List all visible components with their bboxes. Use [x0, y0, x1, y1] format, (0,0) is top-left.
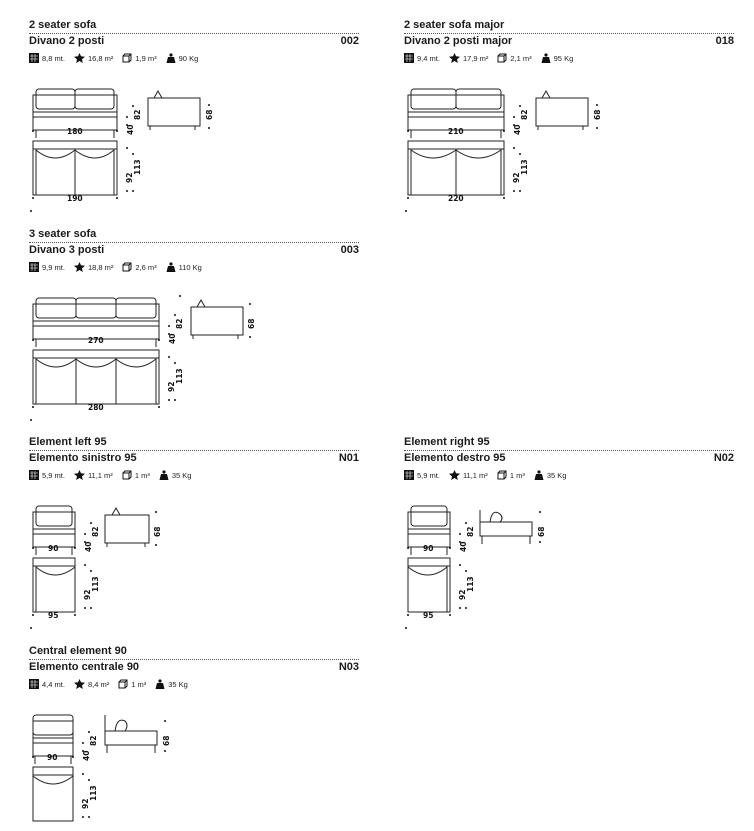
divider	[29, 242, 359, 243]
volume-value: 1 m³	[131, 679, 147, 689]
leather-spec	[74, 53, 113, 63]
leather-hide-icon	[74, 262, 85, 272]
weight-icon	[159, 470, 169, 480]
volume-box-icon	[497, 470, 507, 480]
product-title: Element left 95	[29, 436, 107, 448]
product-subtitle: Divano 2 posti	[29, 35, 105, 47]
fabric-spec	[29, 53, 65, 63]
weight-value: 35 Kg	[171, 470, 192, 480]
product-code: 018	[715, 35, 734, 47]
volume-spec	[122, 262, 156, 272]
leather-spec	[449, 53, 488, 63]
leather-spec	[74, 679, 109, 689]
fabric-icon	[29, 470, 39, 480]
product-title: Central element 90	[29, 645, 127, 657]
seat-height-label: 40	[82, 750, 91, 761]
weight-icon	[166, 262, 176, 272]
side-depth-label: 68	[593, 109, 602, 120]
weight-value: 35 Kg	[168, 679, 188, 689]
volume-spec	[122, 470, 150, 480]
divider	[404, 33, 734, 34]
side-depth-label: 68	[247, 318, 256, 329]
product-element-right-95	[404, 436, 734, 620]
back-height-label: 82	[175, 318, 184, 329]
leather-spec	[74, 262, 113, 272]
side-view	[480, 510, 532, 544]
top-view	[408, 141, 504, 195]
fabric-spec	[404, 470, 440, 480]
spec-row	[404, 52, 734, 64]
product-code: N03	[338, 661, 359, 673]
weight-spec	[159, 470, 192, 480]
width-bottom-label: 190	[67, 194, 83, 203]
product-subtitle-row	[29, 452, 359, 465]
volume-value: 2,1 m³	[510, 53, 532, 63]
leather-value: 17,9 m²	[462, 53, 489, 63]
back-height-label: 82	[466, 526, 475, 537]
seat-height-label: 40	[513, 124, 522, 135]
side-view	[148, 91, 200, 130]
height-dims	[126, 105, 142, 135]
back-height-label: 82	[520, 109, 529, 120]
product-subtitle-row	[29, 244, 359, 257]
weight-spec	[166, 262, 202, 272]
weight-icon	[155, 679, 165, 689]
volume-value: 1 m³	[509, 470, 525, 480]
leather-value: 11,1 m²	[87, 470, 113, 480]
fabric-icon	[29, 53, 39, 63]
technical-drawing	[29, 691, 359, 831]
total-depth-label: 113	[175, 368, 184, 384]
volume-box-icon	[122, 470, 132, 480]
side-depth-label: 68	[153, 526, 162, 537]
weight-spec	[155, 679, 188, 689]
divider	[29, 33, 359, 34]
product-title: Element right 95	[404, 436, 490, 448]
side-view	[105, 508, 149, 547]
product-2-seater-sofa	[29, 19, 359, 203]
width-bottom-label: 95	[48, 611, 59, 620]
weight-value: 90 Kg	[178, 53, 199, 63]
weight-spec	[541, 53, 574, 63]
width-bottom-label: 220	[448, 194, 464, 203]
product-central-element-90	[29, 645, 359, 809]
side-depth-label: 68	[205, 109, 214, 120]
side-view	[536, 91, 588, 130]
divider	[29, 450, 359, 451]
product-subtitle: Divano 3 posti	[29, 244, 105, 256]
back-height-label: 82	[89, 735, 98, 746]
width-top-label: 210	[448, 127, 464, 136]
weight-value: 110 Kg	[178, 262, 202, 272]
leather-hide-icon	[74, 679, 85, 689]
product-subtitle: Elemento destro 95	[404, 452, 506, 464]
fabric-spec	[404, 53, 440, 63]
leather-hide-icon	[449, 470, 460, 480]
product-subtitle-row	[404, 35, 734, 48]
spec-row	[29, 469, 359, 481]
inner-depth-label: 92	[167, 381, 176, 392]
total-depth-label: 113	[466, 576, 475, 592]
weight-spec	[166, 53, 199, 63]
product-subtitle: Elemento sinistro 95	[29, 452, 137, 464]
width-bottom-label: 95	[423, 611, 434, 620]
side-depth-label: 68	[162, 735, 171, 746]
fabric-value: 5,9 mt.	[42, 470, 65, 480]
spec-row	[29, 52, 359, 64]
weight-icon	[541, 53, 551, 63]
product-3-seater-sofa	[29, 228, 359, 412]
top-view	[408, 558, 450, 612]
technical-drawing	[404, 482, 734, 632]
fabric-icon	[29, 679, 39, 689]
volume-value: 1,9 m³	[135, 53, 157, 63]
volume-value: 1 m³	[134, 470, 150, 480]
product-2-seater-sofa-major	[404, 19, 734, 203]
fabric-value: 9,4 mt.	[417, 53, 440, 63]
technical-drawing	[29, 65, 359, 215]
leather-value: 11,1 m²	[462, 470, 488, 480]
technical-drawing	[404, 65, 734, 225]
width-bottom-label: 280	[88, 403, 104, 412]
leather-hide-icon	[74, 53, 85, 63]
fabric-spec	[29, 262, 65, 272]
volume-spec	[497, 470, 525, 480]
leather-hide-icon	[74, 470, 85, 480]
weight-spec	[534, 470, 567, 480]
product-subtitle-row	[29, 661, 359, 674]
width-top-label: 180	[67, 127, 83, 136]
product-code: N02	[713, 452, 734, 464]
product-subtitle: Divano 2 posti major	[404, 35, 513, 47]
inner-depth-label: 92	[125, 172, 134, 183]
volume-value: 2,6 m³	[135, 262, 157, 272]
weight-value: 95 Kg	[553, 53, 574, 63]
back-height-label: 82	[133, 109, 142, 120]
fabric-value: 4,4 mt.	[42, 679, 65, 689]
width-top-label: 90	[48, 544, 59, 553]
inner-depth-label: 92	[512, 172, 521, 183]
fabric-spec	[29, 679, 65, 689]
top-view	[33, 558, 75, 612]
weight-icon	[166, 53, 176, 63]
inner-depth-label: 92	[83, 589, 92, 600]
inner-depth-label: 92	[81, 798, 90, 809]
total-depth-label: 113	[91, 576, 100, 592]
volume-box-icon	[497, 53, 507, 63]
weight-value: 35 Kg	[546, 470, 567, 480]
volume-spec	[497, 53, 531, 63]
seat-height-label: 40	[126, 124, 135, 135]
product-subtitle: Elemento centrale 90	[29, 661, 140, 673]
seat-height-label: 40	[459, 541, 468, 552]
volume-box-icon	[122, 262, 132, 272]
divider	[29, 659, 359, 660]
product-subtitle-row	[29, 35, 359, 48]
volume-spec	[118, 679, 146, 689]
leather-spec	[74, 470, 113, 480]
volume-spec	[122, 53, 156, 63]
product-code: N01	[338, 452, 359, 464]
fabric-spec	[29, 470, 65, 480]
product-code: 002	[340, 35, 359, 47]
side-view	[105, 715, 157, 753]
fabric-value: 5,9 mt.	[417, 470, 440, 480]
product-code: 003	[340, 244, 359, 256]
weight-icon	[534, 470, 544, 480]
spec-row	[29, 261, 359, 273]
seat-height-label: 40	[168, 333, 177, 344]
leather-value: 16,8 m²	[87, 53, 114, 63]
technical-drawing	[29, 482, 359, 632]
top-view	[33, 141, 117, 195]
leather-value: 8,4 m²	[87, 679, 110, 689]
volume-box-icon	[118, 679, 128, 689]
side-depth-label: 68	[537, 526, 546, 537]
product-subtitle-row	[404, 452, 734, 465]
product-title: 3 seater sofa	[29, 228, 97, 240]
fabric-icon	[29, 262, 39, 272]
total-depth-label: 113	[520, 159, 529, 175]
total-depth-label: 113	[133, 159, 142, 175]
fabric-icon	[404, 470, 414, 480]
seat-height-label: 40	[84, 541, 93, 552]
side-view	[191, 300, 243, 339]
top-view	[33, 350, 159, 404]
width-top-label: 90	[423, 544, 434, 553]
divider	[404, 450, 734, 451]
leather-spec	[449, 470, 488, 480]
total-depth-label: 113	[89, 785, 98, 801]
volume-box-icon	[122, 53, 132, 63]
product-title: 2 seater sofa major	[404, 19, 505, 31]
leather-hide-icon	[449, 53, 460, 63]
width-top-label: 270	[88, 336, 104, 345]
top-view	[33, 767, 73, 821]
width-top-label: 90	[47, 753, 58, 762]
back-height-label: 82	[91, 526, 100, 537]
fabric-value: 9,9 mt.	[42, 262, 65, 272]
product-title: 2 seater sofa	[29, 19, 97, 31]
technical-drawing	[29, 274, 359, 434]
fabric-value: 8,8 mt.	[42, 53, 65, 63]
fabric-icon	[404, 53, 414, 63]
product-element-left-95	[29, 436, 359, 620]
leather-value: 18,8 m²	[87, 262, 114, 272]
inner-depth-label: 92	[458, 589, 467, 600]
spec-row	[29, 678, 359, 690]
spec-row	[404, 469, 734, 481]
